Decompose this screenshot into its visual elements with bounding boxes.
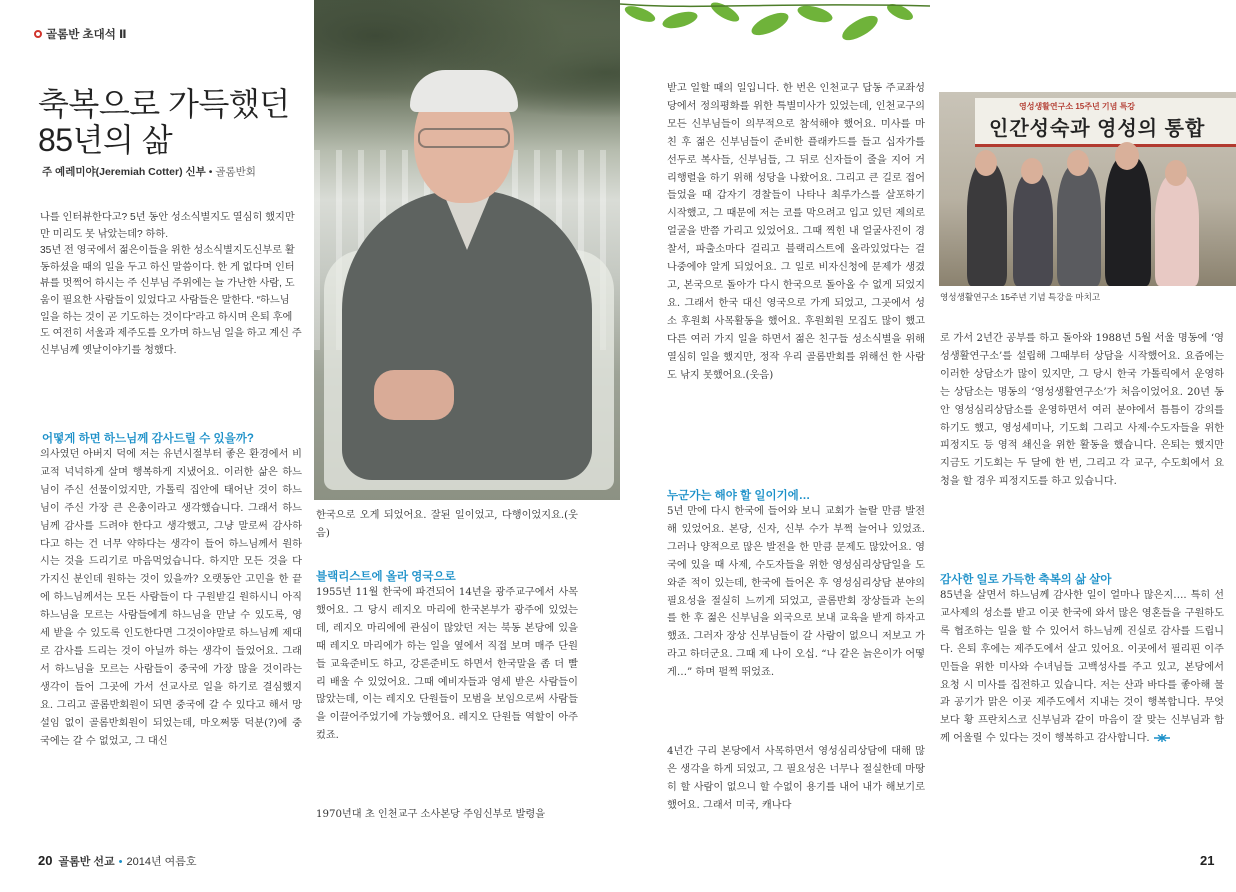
- article-title: [38, 86, 308, 158]
- article-intro: [40, 210, 302, 359]
- face-shape: [1115, 142, 1139, 170]
- face-shape: [1021, 158, 1043, 184]
- group-photo: [939, 92, 1236, 286]
- banner-top-text: 영성생활연구소 15주년 기념 특강: [1019, 102, 1136, 111]
- person-shape: [1057, 164, 1101, 286]
- section-bullet-icon: [34, 30, 42, 38]
- person-shape: [1155, 174, 1199, 286]
- glasses-shape: [418, 128, 510, 148]
- banner-main-text: 인간성숙과 영성의 통합: [989, 118, 1206, 140]
- section-heading: 감사한 일로 가득한 축복의 삶 살아: [940, 574, 1112, 586]
- issue-label: 2014년 여름호: [126, 856, 197, 868]
- hand-shape: [374, 370, 454, 420]
- body-paragraph: 1955년 11월 한국에 파견되어 14년을 광주교구에서 사목했어요. 그 당시 레지오 마리에 한국본부가 광주에 있었는데, 레지오 마리에에 관심이 많았던 저는 북동 본당에 있을 때 레지오 마리에가 하는 일을 옆에서 직접 보며 매주 단원들 교육준비도 하고, 강론준비도 하면서 한국말을 좀 더 빨리 배울 수 있었어요. 그때 예비자들과 영세 받은 사람들이 많았는데, 이는 레지오 단원들이 모범을 보임으로써 사람들을 이끌어주었기에 가능했어요. 레지오 단원들 역할이 아주 컸죠.: [316, 587, 578, 742]
- intro-paragraph: 35년 전 영국에서 젊은이들을 위한 성소식별지도신부로 활동하셨을 때의 일을 두고 하신 말씀이다. 한 게 없다며 인터뷰를 멋쩍어 하시는 주 신부님 주위에는 늘 가난한 사람, 도움이 필요한 사람들이 있었다고 사람들은 말한다. “하느님 일을 하는 것이 곧 기도하는 것이다”라고 하시며 은퇴 후에도 여전히 서울과 제주도를 오가며 하느님 일을 하고 계신 주 신부님께 옛날이야기를 청했다.: [40, 245, 302, 356]
- face-shape: [975, 150, 997, 176]
- photo-caption: 영성생활연구소 15주년 기념 특강을 마치고: [940, 292, 1101, 302]
- portrait-photo: [314, 0, 620, 500]
- hair-shape: [410, 70, 518, 112]
- person-shape: [1105, 156, 1151, 286]
- leaf-icon: [796, 3, 834, 26]
- leaf-icon: [839, 11, 882, 45]
- intro-paragraph: 나를 인터뷰한다고? 5년 동안 성소식별지도 열심히 했지만 만 미리도 못 낚았는데? 하하.: [40, 212, 295, 240]
- end-mark-icon: [1154, 734, 1170, 742]
- face-shape: [1165, 160, 1187, 186]
- section-heading: 블랙리스트에 올라 영국으로: [316, 571, 456, 583]
- body-paragraph: 4년간 구리 본당에서 사목하면서 영성심리상담에 대해 많은 생각을 하게 되었고, 그 필요성은 너무나 절실한데 마땅히 할 사람이 없으니 할 수없이 용기를 내어 내가 해보기로 했어요. 그래서 미국, 캐나다: [667, 746, 925, 811]
- body-paragraph: [940, 587, 1224, 748]
- page-number-right: 21: [1200, 853, 1215, 868]
- body-paragraph: 5년 만에 다시 한국에 들어와 보니 교회가 놀랄 만큼 발전해 있었어요. 본당, 신자, 신부 수가 부쩍 늘어나 있었죠. 그러나 양적으로 많은 발전을 한 만큼 문제도 많았어요. 영국에 있을 때 사제, 수도자들을 위한 영성심리상담일을 도와준 적이 있는데, 한국에 들어온 후 영성심리상담 분야의 필요성을 절실히 느끼게 되었고, 골롬반회 장상들과 논의를 한 후 젊은 신부님을 외국으로 보내 교육을 받게 하자고 했죠. 그러자 장상 신부님들이 갈 사람이 없으니 저보고 가라고 하더군요. 그때 제 나이 오십. “나 같은 늙은이가 어떻게…” 하며 펄쩍 뛰었죠.: [667, 506, 925, 679]
- leaf-icon: [661, 9, 699, 32]
- article-title-line1: 축복으로 가득했던: [38, 86, 290, 122]
- section-tag: [34, 26, 127, 42]
- leaves-decoration: [620, 0, 930, 56]
- section-heading: 어떻게 하면 하느님께 감사드릴 수 있을까?: [42, 433, 254, 445]
- byline-org: 골롬반회: [215, 166, 256, 178]
- person-shape: [1013, 172, 1053, 286]
- page-number-left: 20: [38, 853, 53, 868]
- branch-icon: [620, 4, 930, 6]
- byline-separator: •: [205, 166, 216, 178]
- article-title-line2: 85년의 삶: [38, 122, 173, 158]
- leaf-icon: [748, 8, 791, 39]
- magazine-brand: 골롬반 선교: [58, 856, 115, 868]
- body-paragraph: 받고 일할 때의 일입니다. 한 번은 인천교구 답동 주교좌성당에서 정의평화를 위한 특별미사가 있었는데, 인천교구의 모든 신부님들이 의무적으로 참석해야 했어요. 미사를 마친 후 젊은 신부님들이 준비한 플래카드를 들고 십자가를 선두로 복사들, 신부님들, 그 뒤로 신자들이 줄을 지어 거리행렬을 하기 위해 성당을 나왔어요. 그리고 큰 길로 접어들었을 때 갑자기 경찰들이 나타나 최루가스를 살포하기 시작했고, 그 때문에 저는 코를 막으려고 입고 있던 제의로 얼굴을 반쯤 가리고 있었어요. 그때 찍힌 내 얼굴사진이 경찰서, 파출소마다 걸리고 블랙리스트에 올라있었다는 걸 나중에야 알게 되었어요. 그 일로 비자신청에 문제가 생겼고, 본국으로 돌아가 다시 한국으로 돌아올 수 없게 되었지요. 그래서 한국 대신 영국으로 가게 되었고, 그곳에서 성소 후원회 사목활동을 했어요. 후원회원 모집도 많이 했고 다른 여러 가지 일을 하면서 젊은 친구들 성소식별을 위해 열심히 일을 했지만, 정작 우리 골롬반회를 위해선 한 사람도 낚지 못했어요.(웃음): [667, 83, 925, 381]
- leaf-icon: [885, 1, 915, 24]
- person-shape: [967, 162, 1007, 286]
- byline-name: 주 예레미야(Jeremiah Cotter) 신부: [42, 166, 206, 178]
- footer-separator: •: [118, 856, 123, 868]
- body-paragraph: 로 가서 2년간 공부를 하고 돌아와 1988년 5월 서울 명동에 ‘영성생활연구소’를 설립해 그때부터 상담을 시작했어요. 요즘에는 이러한 상담소가 많이 있지만, 그 당시 한국 가톨릭에서 운영하는 상담소는 명동의 ‘영성생활연구소’가 처음이었어요. 20년 동안 영성심리상담소를 운영하면서 여러 분야에서 틈틈이 강의를 하기도 했고, 영성세미나, 기도회 그리고 사제·수도자들을 위한 피정지도 등 영적 쇄신을 위한 활동을 했습니다. 은퇴는 했지만 지금도 기도회는 두 달에 한 번, 그리고 각 교구, 수도회에서 요청을 할 경우 피정지도를 하고 있습니다.: [940, 333, 1224, 488]
- body-paragraph: 의사였던 아버지 덕에 저는 유년시절부터 좋은 환경에서 비교적 넉넉하게 살며 행복하게 지냈어요. 이러한 삶은 하느님이 주신 선물이었지만, 가톨릭 집안에 태어난 것이 하느님이 주신 가장 큰 은총이라고 생각했습니다. 그래서 하느님께 감사를 드려야 한다고 생각했고, 그냥 말로써 감사하다고 하는 건 너무 약하다는 생각이 들어 하느님께서 원하시는 것을 드리기로 마음먹었습니다. 하지만 모든 것을 다 가지신 분인데 원하는 것이 있을까? 오랫동안 고민을 한 끝에 하느님께서는 모든 사람들이 다 구원받길 원하시니 아직 하느님을 모르는 사람들에게 하느님을 만날 수 있도록, 영세 받을 수 있도록 인도한다면 그것이야말로 하느님께 제대로 감사를 드리는 것이 아닐까 하는 생각이 들었어요. 그래서 하느님을 모르는 사람들이 중국에 가장 많을 것이라는 생각이 들어 그곳에 가서 선교사로 일을 하기로 결심했지요. 그리고 골롬반회원이 되면 중국에 갈 수 있다고 해서 망설임 없이 골롬반회원이 되었는데, 마오쩌뚱 덕분(?)에 중국에는 갈 수 없었고, 그 대신: [40, 449, 302, 747]
- section-heading: 누군가는 해야 할 일이기에…: [667, 490, 811, 502]
- face-shape: [1067, 150, 1089, 176]
- leaf-icon: [708, 0, 742, 25]
- body-paragraph: 1970년대 초 인천교구 소사본당 주임신부로 발령을: [316, 809, 546, 820]
- body-paragraph: 한국으로 오게 되었어요. 잘된 일이었고, 다행이었지요.(웃음): [316, 510, 578, 539]
- section-tag-label: 골롬반 초대석 Ⅱ: [46, 29, 127, 41]
- closing-paragraph: 85년을 살면서 하느님께 감사한 일이 얼마나 많은지…. 특히 선교사제의 성소를 받고 이곳 한국에 와서 많은 영혼들을 구원하도록 협조하는 일을 할 수 있어서 하느님께 진실로 감사를 드립니다. 은퇴 후에는 제주도에서 살고 있어요. 이곳에서 필리핀 이주민들을 위한 미사와 수녀님들 고백성사를 주고 있고, 본당에서 요청 시 미사를 집전하고 있습니다. 저는 산과 바다를 좋아해 물과 공기가 맑은 이곳 제주도에서 지내는 것이 행복합니다. 무엇보다 황 프란치스코 신부님과 같이 마음이 잘 맞는 신부님과 함께 어울릴 수 있다는 것이 행복하고 감사합니다.: [940, 590, 1224, 745]
- byline: [42, 164, 256, 179]
- footer-left: [38, 853, 197, 869]
